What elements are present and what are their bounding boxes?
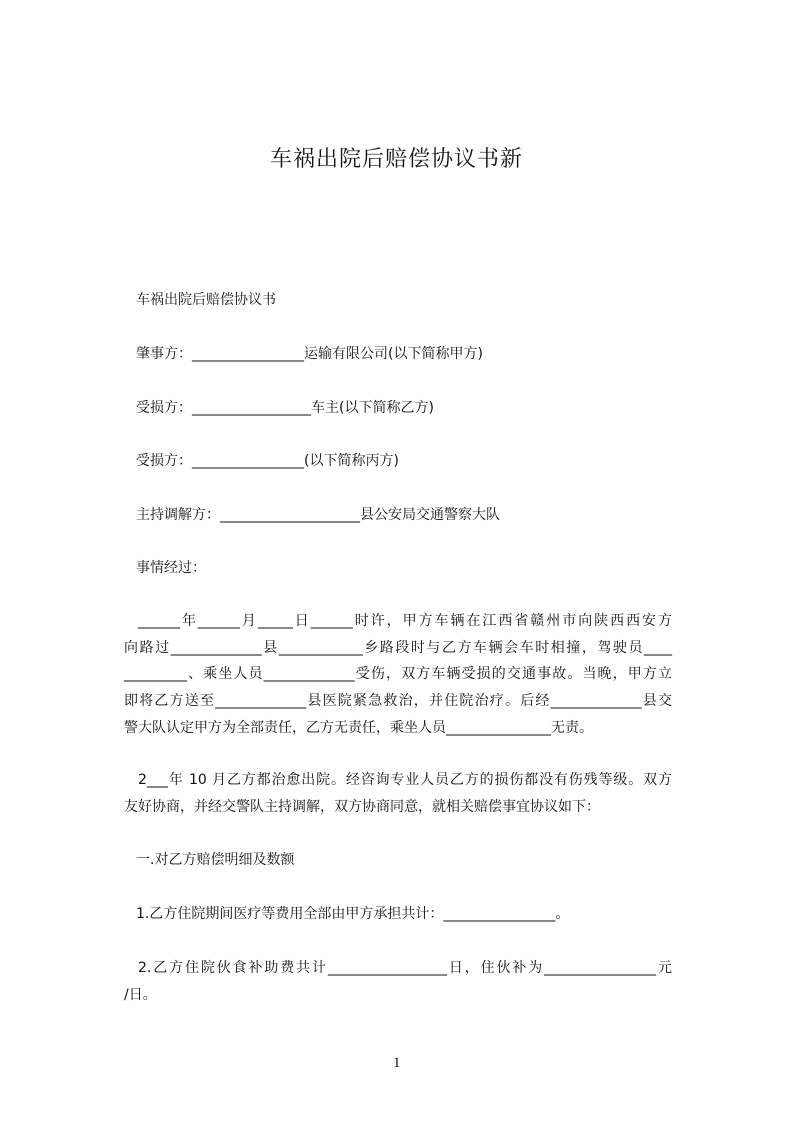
party-line: 受损方：_________________车主(以下简称乙方) [136,400,434,416]
party-line: 肇事方：________________运输有限公司(以下简称甲方) [136,346,483,362]
facts-line: 向路过_____________县____________乡路段时与乙方车辆会车时相撞，驾驶员____ [124,640,672,656]
party-line: 主持调解方：____________________县公安局交通警察大队 [136,507,500,523]
subtitle: 车祸出院后赔偿协议书 [136,292,276,308]
item-line: 2.乙方住院伙食补助费共计_________________日，住伙补为________________元 [138,960,672,976]
item-line: 1.乙方住院期间医疗等费用全部由甲方承担共计：________________。 [136,906,570,922]
facts-line: 警大队认定甲方为全部责任，乙方无责任，乘坐人员_______________无责。 [124,720,593,736]
facts-line: 即将乙方送至_____________县医院紧急救治，并住院治疗。后经_____________县交 [124,693,672,709]
item-line: /日。 [124,987,157,1003]
paragraph-line: 2___年 10 月乙方都治愈出院。经咨询专业人员乙方的损伤都没有伤残等级。双方 [138,772,672,788]
page-number: 1 [393,1055,401,1071]
facts-line: ______年______月_____日______时许，甲方车辆在江西省赣州市向陕西西安方 [138,613,672,629]
facts-heading: 事情经过： [136,560,206,576]
section-heading: 一.对乙方赔偿明细及数额 [136,852,295,868]
facts-line: _________、乘坐人员_____________受伤，双方车辆受损的交通事故。当晚，甲方立 [124,666,672,682]
paragraph-line: 友好协商，并经交警队主持调解，双方协商同意，就相关赔偿事宜协议如下： [124,799,600,815]
party-line: 受损方：________________(以下简称丙方) [136,453,399,469]
document-title: 车祸出院后赔偿协议书新 [269,147,523,172]
